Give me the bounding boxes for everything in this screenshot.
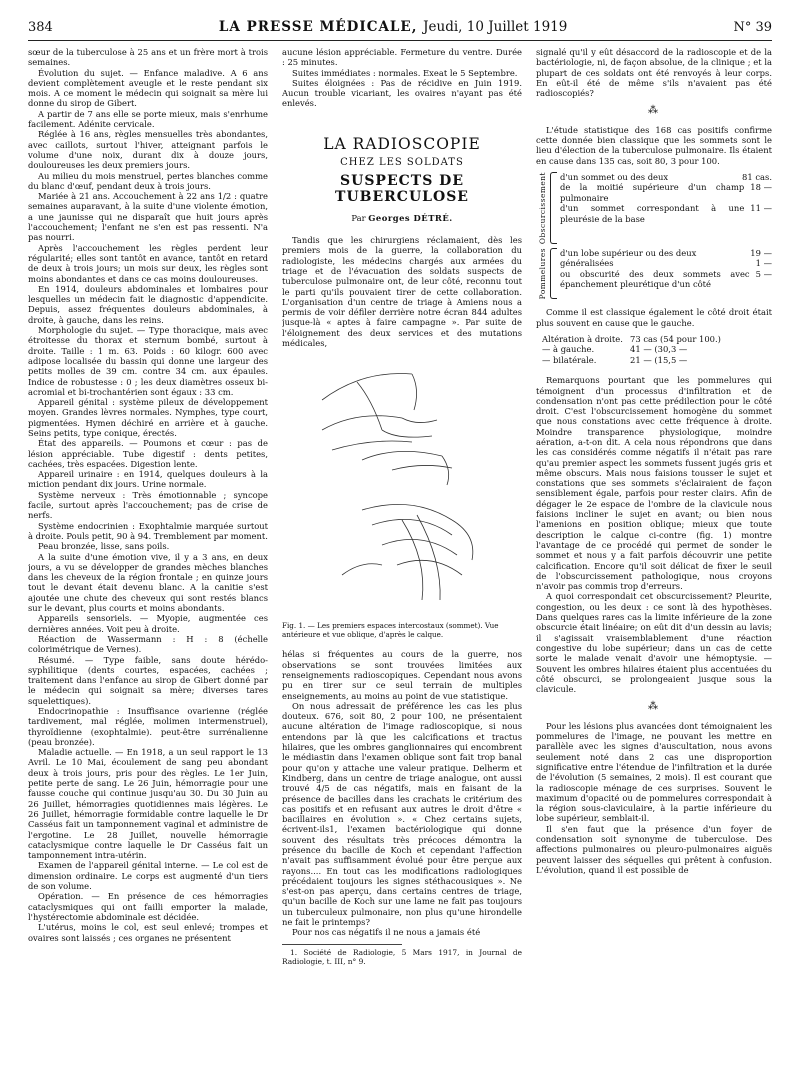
alteration-row: — bilatérale. 21 — (15,5 — — [542, 354, 688, 365]
paragraph: Appareil urinaire : en 1914, quelques douleurs à la miction pendant dix jours. Urine normale. — [28, 469, 268, 490]
stats-group-pommelures — [536, 248, 772, 299]
paragraph: Mariée à 21 ans. Accouchement à 22 ans 1/2 : quatre semaines auparavant, à la suite d'une violente émotion, a une jaunisse qui ne disparaît que huit jours après l'accouchement; l'enfant ne s'en est pas ressenti. N'a pas nourri. — [28, 191, 268, 243]
stats-row: d'un lobe supérieur ou des deux 19 — — [560, 248, 772, 259]
paragraph: Tandis que les chirurgiens réclamaient, dès les premiers mois de la guerre, la collaboration du radiologiste, les médecins chargés aux armées du triage et de l'évacuation des soldats suspects de tuberculose pulmonaire ont, de leur côté, reconnu tout le parti qu'ils pouvaient tirer de cette collaboration. L'organisation d'un centre de triage à Amiens nous a permis de voir défiler derrière notre écran 844 adultes jusque-là « aptes à faire campagne ». Par suite de l'éloignement des deux services et des mutations médicales, — [282, 235, 522, 349]
paragraph: Réglée à 16 ans, règles mensuelles très abondantes, avec caillots, surtout l'hiver, atteignant parfois le volume d'une noix, durant dix à douze jours, douloureuses les deux premiers jours. — [28, 129, 268, 171]
column-1 — [28, 47, 268, 1069]
footnote-text: 1. Société de Radiologie, 5 Mars 1917, in Journal de Radiologie, t. III, n° 9. — [282, 947, 522, 966]
author: Georges DÉTRÉ. — [368, 212, 453, 223]
asterism: ⁂ — [648, 701, 660, 713]
paragraph: Système nerveux : Très émotionnable ; syncope facile, surtout après l'accouchement; pas de crise de nerfs. — [28, 489, 268, 521]
byline — [282, 213, 522, 223]
alteration-table — [536, 334, 772, 365]
column-3 — [536, 47, 772, 1069]
paragraph: Comme il est classique également le côté droit était plus souvent en cause que le gauche. — [536, 307, 772, 328]
statistics-table — [536, 172, 772, 299]
issue-date: Jeudi, 10 Juillet 1919 — [423, 19, 568, 35]
page-header — [28, 16, 772, 38]
header-rule — [28, 40, 772, 41]
paragraph: Appareils sensoriels. — Myopie, augmentée ces dernières années. Voit peu à droite. — [28, 613, 268, 634]
paragraph: Après l'accouchement les règles perdent leur régularité; elles sont tantôt en avance, tantôt en retard de deux à trois jours; un mois sur deux, les règles sont moins abondantes et dans ce cas moins douloureuses. — [28, 242, 268, 284]
article-subtitle: CHEZ LES SOLDATS — [340, 156, 464, 168]
article-title-main: SUSPECTS DE TUBERCULOSE — [335, 172, 469, 205]
paragraph: L'utérus, moins le col, est seul enlevé; trompes et ovaires sont laissés ; ces organes ne présentent — [28, 922, 268, 943]
figure-1 — [282, 360, 522, 615]
paragraph: Évolution du sujet. — Enfance maladive. A 6 ans devient complètement aveugle et le reste pendant six mois. A ce moment le médecin qui soignait sa mère lui donne du sirop de Gibert. — [28, 67, 268, 109]
paragraph: Résumé. — Type faible, sans doute hérédo-syphilitique (dents courtes, espacées, cachées ; traitement dans l'enfance au sirop de Gibert donné par le médecin qui soignait sa mère; diverses tares squelettiques). — [28, 654, 268, 706]
article-title: LA RADIOSCOPIE — [323, 134, 481, 153]
footnote — [282, 944, 522, 966]
brace — [550, 172, 557, 244]
stats-row: généralisées 1 — — [560, 258, 772, 269]
paragraph: L'étude statistique des 168 cas positifs confirme cette donnée bien classique que les sommets sont le lieu d'élection de la tuberculose pulmonaire. Ils étaient en cause dans 135 cas, soit 80, 3 pour 100. — [536, 124, 772, 166]
paragraph: Pour les lésions plus avancées dont témoignaient les pommelures de l'image, ne pouvant les mettre en parallèle avec les signes d'auscultation, nous avons seulement noté dans 2 cas une disproportion significative entre l'étendue de l'infiltration et la durée de l'évolution (5 semaines, 2 mois). Il est courant que la radioscopie ménage de ces surprises. Souvent le maximum d'opacité ou de pommelures correspondait à la région sous-claviculaire, à la partie inférieure du lobe supérieur, semblait-il. — [536, 720, 772, 824]
alteration-row: — à gauche. 41 — (30,3 — — [542, 344, 688, 355]
paragraph: Il s'en faut que la présence d'un foyer de condensation soit synonyme de tuberculose. Des affections pulmonaires ou pleuro-pulmonaires aiguës peuvent laisser des séquelles qui prêtent à confusion. L'évolution, quand il est possible de — [536, 823, 772, 875]
paragraph: Au milieu du mois menstruel, pertes blanches comme du blanc d'œuf, pendant deux à trois jours. — [28, 170, 268, 191]
paragraph: Remarquons pourtant que les pommelures qui témoignent d'un processus d'infiltration et de condensation n'ont pas cette prédilection pour le côté droit. C'est l'obscurcissement homogène du sommet que nous constations avec cette fréquence à droite. Moindre transparence physiologique, moindre aération, a-t-on dit. A cela nous répondrons que dans les cas considérés comme négatifs il n'était pas rare qu'au premier aspect les sommets fussent jugés gris et même obscurs. Mais nous faisions tousser le sujet et constations que ses sommets s'éclairaient de façon sensiblement égale, parfois pour rester clairs. Afin de dégager le 2e espace de l'ombre de la clavicule nous faisions incliner le sujet en avant; ou bien nous l'amenions en position oblique; mieux que toute description le calque ci-contre (fig. 1) montre l'avantage de ce procédé qui permet de sonder le sommet et nous y a fait parfois découvrir une petite calcification. Encore qu'il soit délicat de fixer le seuil de l'obscurcissement pathologique, nous croyons n'avoir pas commis trop d'erreurs. — [536, 375, 772, 592]
paragraph: Appareil génital : système pileux de développement moyen. Grandes lèvres normales. Nymphes, type court, pigmentées. Hymen déchiré en arrière et à gauche. Seins petits, type conique, érectés. — [28, 397, 268, 438]
paragraph: Pour nos cas négatifs il ne nous a jamais été — [292, 927, 481, 938]
paragraph: aucune lésion appréciable. Fermeture du ventre. Durée : 25 minutes. — [282, 47, 522, 68]
paragraph: signalé qu'il y eût désaccord de la radioscopie et de la bactériologie, ni, de façon absolue, de la clinique ; et la plupart de ces soldats ont été renvoyés à leur corps. En eût-il été de même s'ils n'avaient pas été radioscopiés? — [536, 47, 772, 99]
group-label: Pommelures — [537, 248, 547, 300]
paragraph: On nous adressait de préférence les cas les plus douteux. 676, soit 80, 2 pour 100, ne présentaient aucune altération de l'image radioscopique, si nous entendons par là que les calcifications et tractus hilaires, que les ombres ganglionnaires qui encombrent le médiastin dans l'examen oblique sont fait trop banal pour qu'on y attache une valeur pratique. Delherm et Kindberg, dans un centre de triage analogue, ont aussi trouvé 4/5 de cas négatifs, mais en faisant de la présence de bacilles dans les crachats le critérium des cas positifs et en refusant aux autres le droit d'être « bacillaires en évolution ». « Chez certains sujets, écrivent-ils1, l'examen bactériologique qui donne souvent des résultats très précoces démontra la présence du bacille de Koch et cependant l'affection n'avait pas suffisamment évolué pour être perçue aux rayons.... En tout cas les modifications radiologiques précédaient toujours les signes stéthacousiques ». Ne s'est-on pas aperçu, dans certains centres de triage, qu'un bacille de Koch sur une lame ne fait pas toujours un tuberculeux pulmonaire, non plus qu'une hirondelle ne fait le printemps? — [282, 700, 522, 928]
stats-row: de la moitié supérieure d'un champ pulmonaire 18 — — [560, 182, 772, 203]
alteration-row: Altération à droite. 73 cas (54 pour 100.) — [542, 334, 721, 344]
paragraph: Opération. — En présence de ces hémorragies cataclysmiques qui ont failli emporter la malade, l'hystérectomie abdominale est décidée. — [28, 891, 268, 922]
journal-name: LA PRESSE MÉDICALE, — [218, 19, 418, 35]
paragraph: hélas si fréquentes au cours de la guerre, nos observations se sont trouvées limitées aux renseignements radioscopiques. Cependant nous avons pu en tirer sur ce seul terrain de multiples enseignements, au moins au point de vue statistique. — [282, 649, 522, 701]
paragraph: Peau bronzée, lisse, sans poils. — [38, 541, 170, 552]
paragraph: Suites éloignées : Pas de récidive en Juin 1919. Aucun trouble vicariant, les ovaires n'ayant pas été enlevés. — [282, 77, 522, 109]
column-2 — [282, 47, 522, 1069]
paragraph: Examen de l'appareil génital interne. — Le col est de dimension ordinaire. Le corps est augmenté d'un tiers de son volume. — [28, 860, 268, 892]
paragraph: Réaction de Wassermann : H : 8 (échelle colorimétrique de Vernes). — [28, 633, 268, 655]
paragraph: A la suite d'une émotion vive, il y a 3 ans, en deux jours, a vu se développer de grandes mèches blanches dans les cheveux de la région frontale ; en quinze jours tout le devant était devenu blanc. A la canitie s'est ajoutée une chute des cheveux qui sont restés blancs sur le devant, plus courts et moins abondants. — [28, 551, 268, 614]
paragraph: sœur de la tuberculose à 25 ans et un frère mort à trois semaines. — [28, 47, 268, 68]
paragraph: Système endocrinien : Exophtalmie marquée surtout à droite. Pouls petit, 90 à 94. Tremblement par moment. — [28, 520, 268, 541]
stats-row: ou obscurité des deux sommets avec épanchement pleurétique d'un côté 5 — — [560, 268, 772, 290]
page-number: 384 — [28, 19, 53, 35]
paragraph: État des appareils. — Poumons et cœur : pas de lésion appréciable. Tube digestif : dents petites, cachées, très espacées. Digestion lente. — [28, 438, 268, 469]
stats-group-obscurcissement — [536, 172, 772, 244]
paragraph: Maladie actuelle. — En 1918, a un seul rapport le 13 Avril. Le 10 Mai, écoulement de sang peu abondant deux à trois jours, pris pour des règles. Le 1er Juin, petite perte de sang. Le 26 Juin, hémorragie pour une fausse couche qui continue jusqu'au 30. Du 30 Juin au 26 Juillet, hémorragies quotidiennes mais légères. Le 26 Juillet, hémorragie formidable contre laquelle le Dr Casséus fait un tamponnement vaginal et administre de l'ergotine. Le 28 Juillet, nouvelle hémorragie cataclysmique contre laquelle le Dr Casséus fait un tamponnement intra-utérin. — [28, 747, 268, 861]
group-label: Obscurcissement — [537, 171, 547, 245]
brace — [550, 248, 557, 299]
stats-row: d'un sommet correspondant à une pleurésie de la base 11 — — [560, 203, 772, 224]
asterism: ⁂ — [648, 105, 660, 117]
paragraph: A partir de 7 ans elle se porte mieux, mais s'enrhume facilement. Adénite cervicale. — [28, 108, 268, 130]
byline-prefix: Par — [351, 212, 366, 223]
issue-number: N° 39 — [733, 19, 772, 35]
journal-title — [219, 19, 567, 35]
paragraph: En 1914, douleurs abdominales et lombaires pour lesquelles un médecin fait le diagnostic d'appendicite. Depuis, assez fréquentes douleurs abdominales, à droite, à gauche, dans les reins. — [28, 283, 268, 325]
figure-caption: Fig. 1. — Les premiers espaces intercostaux (sommet). Vue antérieure et vue oblique, d'après le calque. — [282, 621, 499, 640]
stats-row: d'un sommet ou des deux 81 cas. — [560, 171, 772, 182]
paragraph: Suites immédiates : normales. Exeat le 5 Septembre. — [292, 67, 518, 78]
paragraph: Morphologie du sujet. — Type thoracique, mais avec étroitesse du thorax et sternum bombé, surtout à droite. Taille : 1 m. 63. Poids : 60 kilogr. 600 avec adipose localisée du bassin qui donne une largeur des petits molles de 39 cm. contre 34 cm. aux épaules. Indice de robustesse : 0 ; les deux diamètres osseux bi-acromial et bi-trochantérien sont égaux : 33 cm. — [28, 325, 268, 397]
intercostal-drawing — [302, 360, 502, 615]
paragraph: A quoi correspondait cet obscurcissement? Pleurite, congestion, ou les deux : ce sont là des hypothèses. Dans quelques rares cas la limite inférieure de la zone obscurcie était linéaire; on eût dit d'un dessin au lavis; il s'agissait vraisemblablement d'une réaction congestive du lobe supérieur; dans un cas de cette sorte le malade venait d'avoir une hémoptysie. — Souvent les ombres hilaires étaient plus accentuées du côté obscurci, se prolongeaient jusque sous la clavicule. — [536, 591, 772, 695]
paragraph: Endocrinopathie : Insuffisance ovarienne (réglée tardivement, mal réglée, molimen intermenstruel), thyroïdienne (exophtalmie). peut-être surrénalienne (peau bronzée). — [28, 706, 268, 747]
